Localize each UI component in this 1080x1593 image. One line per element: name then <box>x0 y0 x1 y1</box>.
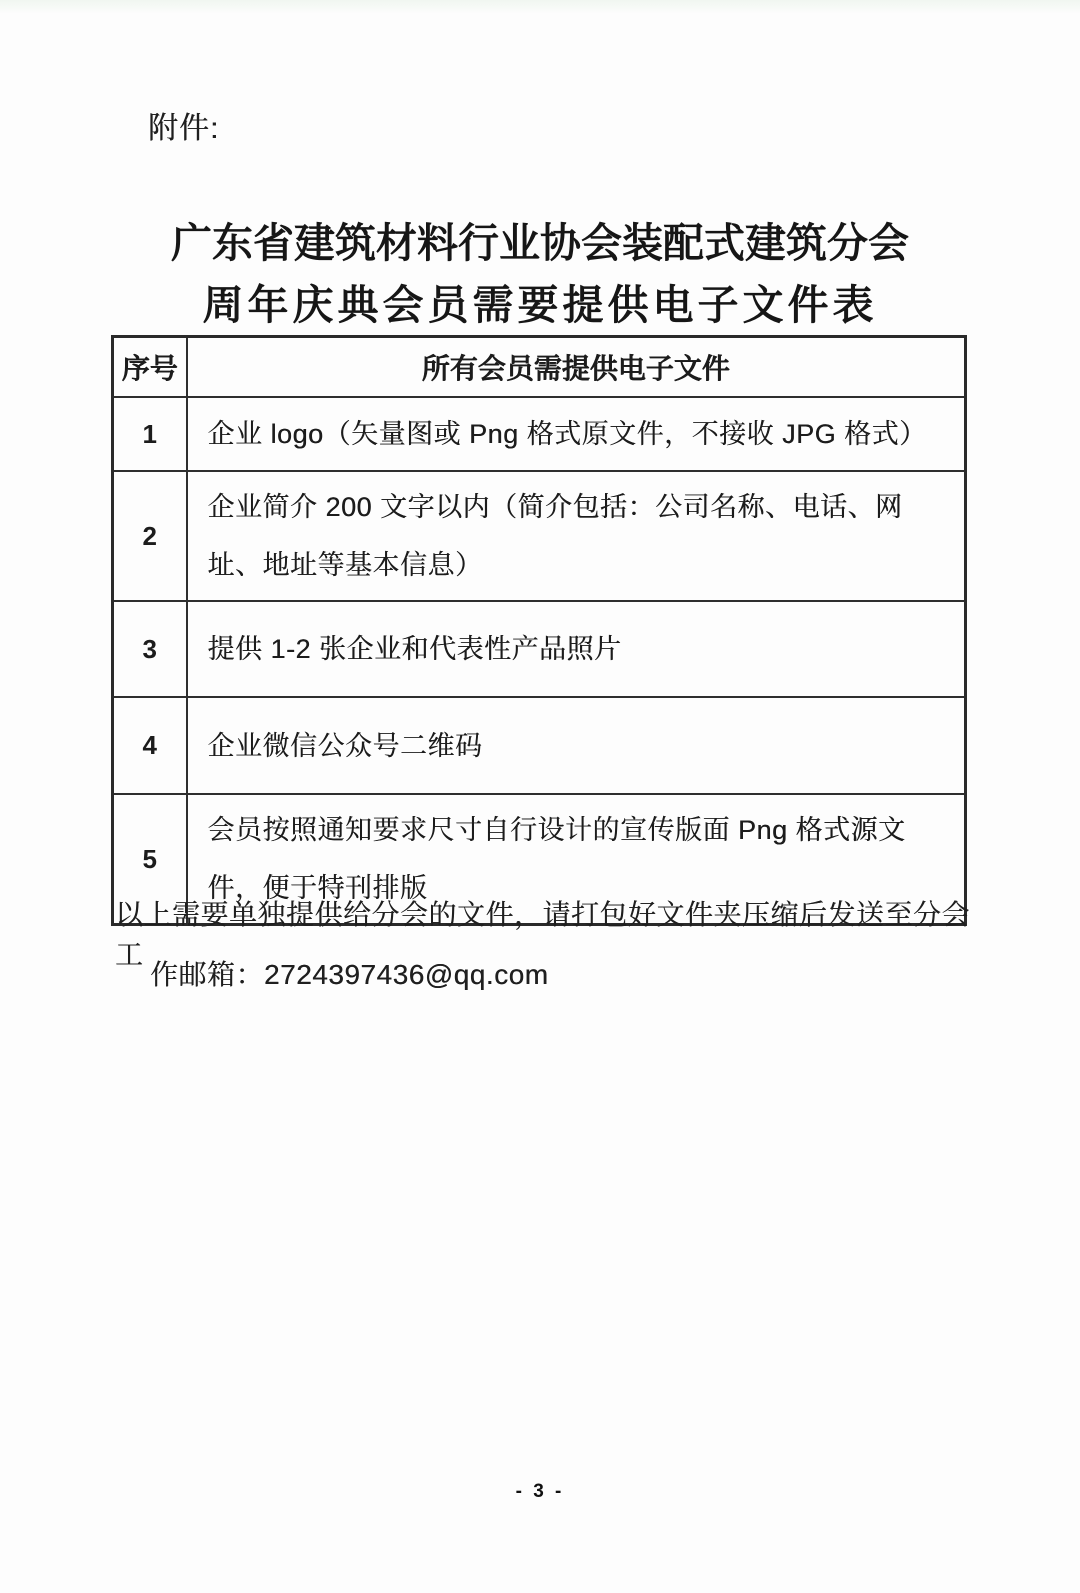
table-row <box>113 397 966 471</box>
row-number-cell: 3 <box>113 601 187 697</box>
table-row <box>113 697 966 794</box>
row-number-cell: 5 <box>113 794 187 925</box>
row-content-cell: 企业微信公众号二维码 <box>187 697 966 794</box>
required-files-table <box>111 335 967 926</box>
title-line-1: 广东省建筑材料行业协会装配式建筑分会 <box>171 220 909 266</box>
header-cell-files: 所有会员需提供电子文件 <box>187 337 966 398</box>
row-content-cell: 企业简介 200 文字以内（简介包括：公司名称、电话、网址、地址等基本信息） <box>187 471 966 601</box>
title-line-2: 周年庆典会员需要提供电子文件表 <box>202 282 878 328</box>
scan-edge-artifact <box>0 0 1080 14</box>
table-row <box>113 601 966 697</box>
page-number: - 3 - <box>515 1481 565 1502</box>
row-number-cell: 4 <box>113 697 187 794</box>
header-cell-number: 序号 <box>113 337 187 398</box>
row-content-cell: 提供 1-2 张企业和代表性产品照片 <box>187 601 966 697</box>
row-number-cell: 2 <box>113 471 187 601</box>
attachment-label: 附件: <box>148 112 220 145</box>
row-content-cell: 企业 logo（矢量图或 Png 格式原文件，不接收 JPG 格式） <box>187 397 966 471</box>
footer-instruction-line-2-email: 作邮箱：2724397436@qq.com <box>150 959 549 990</box>
table-row <box>113 471 966 601</box>
table-header-row <box>113 337 966 398</box>
row-number-cell: 1 <box>113 397 187 471</box>
document-title <box>0 212 1080 336</box>
footer-instruction-line-1: 以上需要单独提供给分会的文件，请打包好文件夹压缩后发送至分会工 <box>115 899 971 970</box>
row-content-cell: 会员按照通知要求尺寸自行设计的宣传版面 Png 格式源文件，便于特刊排版 <box>187 794 966 925</box>
